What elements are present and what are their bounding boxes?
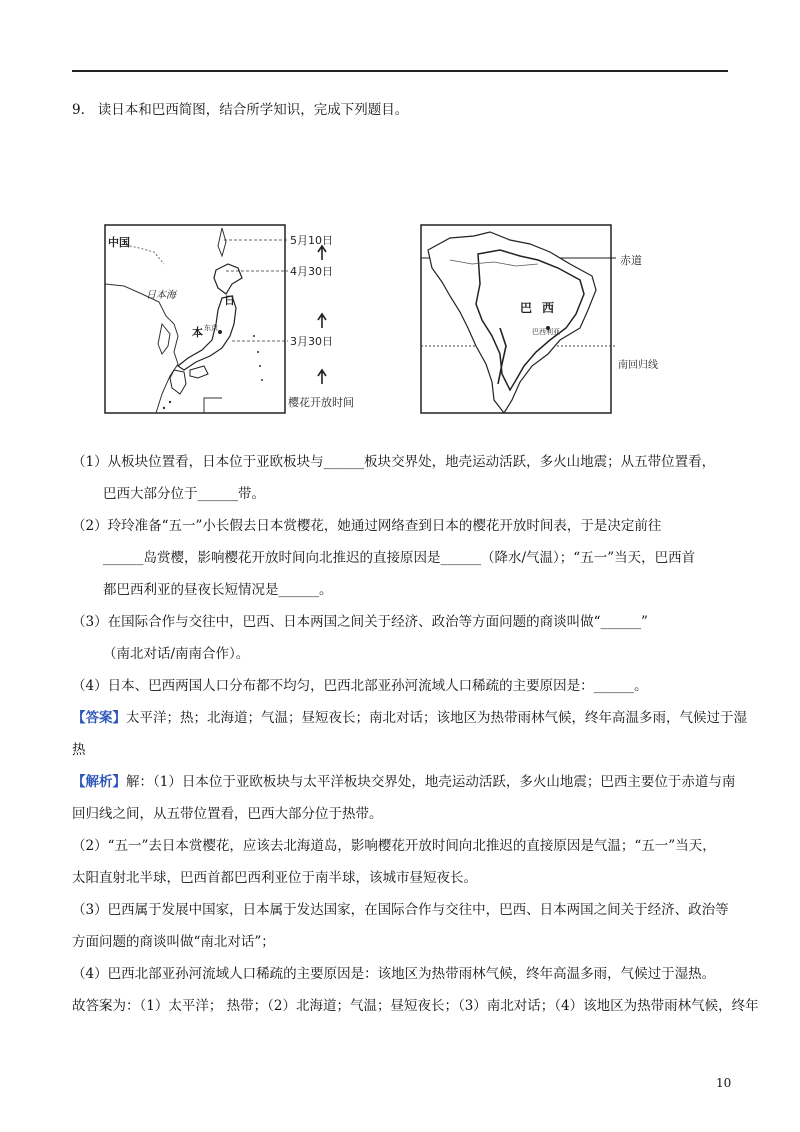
subq-2-line-a: （2）玲玲准备“五一”小长假去日本赏樱花，她通过网络查到日本的樱花开放时间表，于是决定前往 — [72, 518, 662, 534]
subq-1-line-a: （1）从板块位置看，日本位于亚欧板块与______板块交界处，地壳运动活跃，多火山地震；从五带位置看， — [72, 454, 716, 470]
page-number: 10 — [716, 1076, 732, 1090]
subq-3-line-b: （南北对话/南南合作）。 — [103, 646, 250, 662]
subq-3-line-a: （3）在国际合作与交往中，巴西、日本两国之间关于经济、政治等方面问题的商谈叫做“______” — [72, 614, 648, 630]
label-xi: 西 — [542, 301, 555, 315]
analysis-line-6: 方面问题的商谈叫做“南北对话”； — [72, 934, 275, 950]
question-stem: 读日本和巴西简图，结合所学知识，完成下列题目。 — [97, 102, 409, 118]
analysis-line-5: （3）巴西属于发展中国家，日本属于发达国家，在国际合作与交往中，巴西、日本两国之间关于经济、政治等 — [72, 902, 729, 918]
subq-4-line: （4）日本、巴西两国人口分布都不均匀，巴西北部亚孙河流域人口稀疏的主要原因是：______。 — [72, 678, 648, 694]
question-stem-line — [72, 100, 408, 120]
answer-line-1 — [72, 708, 747, 728]
analysis-line-1 — [72, 772, 735, 792]
analysis-line-2: 回归线之间，从五带位置看，巴西大部分位于热带。 — [72, 806, 383, 822]
analysis-tag: 【解析】 — [72, 774, 126, 790]
arrow-up-icon — [318, 370, 326, 384]
label-ben: 本 — [192, 326, 203, 339]
label-brasilia: 巴西利亚 — [532, 328, 560, 336]
analysis-line-8: 故答案为：（1）太平洋； 热带；（2）北海道；气温；昼短夜长；（3）南北对话；（4）该地区为热带雨林气候，终年 — [72, 998, 759, 1014]
map-caption: 樱花开放时间 — [288, 396, 354, 409]
arrow-up-icon — [318, 314, 326, 328]
label-china: 中国 — [108, 236, 130, 249]
label-equator: 赤道 — [620, 254, 642, 267]
brazil-map — [420, 224, 680, 416]
label-tropic: 南回归线 — [618, 360, 658, 371]
date-label-1: 5月10日 — [290, 234, 333, 247]
question-number: 9. — [72, 102, 85, 118]
label-tokyo: 东京 — [204, 324, 218, 332]
analysis-line-3: （2）“五一”去日本赏樱花，应该去北海道岛，影响樱花开放时间向北推迟的直接原因是气温；“五一”当天， — [72, 838, 716, 854]
analysis-line-4: 太阳直射北半球，巴西首都巴西利亚位于南半球，该城市昼短夜长。 — [72, 870, 477, 886]
date-label-3: 3月30日 — [290, 335, 333, 348]
analysis-text: 解：（1）日本位于亚欧板块与太平洋板块交界处，地壳运动活跃，多火山地震；巴西主要位于赤道与南 — [126, 774, 736, 790]
answer-text: 太平洋；热；北海道；气温；昼短夜长；南北对话；该地区为热带雨林气候，终年高温多雨，气候过于湿 — [126, 710, 747, 726]
date-label-2: 4月30日 — [290, 265, 333, 278]
label-ba: 巴 — [520, 301, 533, 315]
subq-2-line-b: ______岛赏樱，影响樱花开放时间向北推迟的直接原因是______（降水/气温）；“五一”当天，巴西首 — [103, 550, 696, 566]
arrow-up-icon — [318, 246, 326, 260]
label-ri: 日 — [224, 294, 235, 307]
answer-line-2: 热 — [72, 742, 86, 758]
subq-2-line-c: 都巴西利亚的昼夜长短情况是______。 — [103, 582, 333, 598]
label-sea-of-japan: 日本海 — [146, 290, 176, 301]
header-rule — [72, 70, 728, 72]
japan-map — [104, 224, 359, 416]
answer-tag: 【答案】 — [72, 710, 126, 726]
subq-1-line-b: 巴西大部分位于______带。 — [103, 486, 265, 502]
analysis-line-7: （4）巴西北部亚孙河流域人口稀疏的主要原因是：该地区为热带雨林气候，终年高温多雨，气候过于湿热。 — [72, 966, 716, 982]
